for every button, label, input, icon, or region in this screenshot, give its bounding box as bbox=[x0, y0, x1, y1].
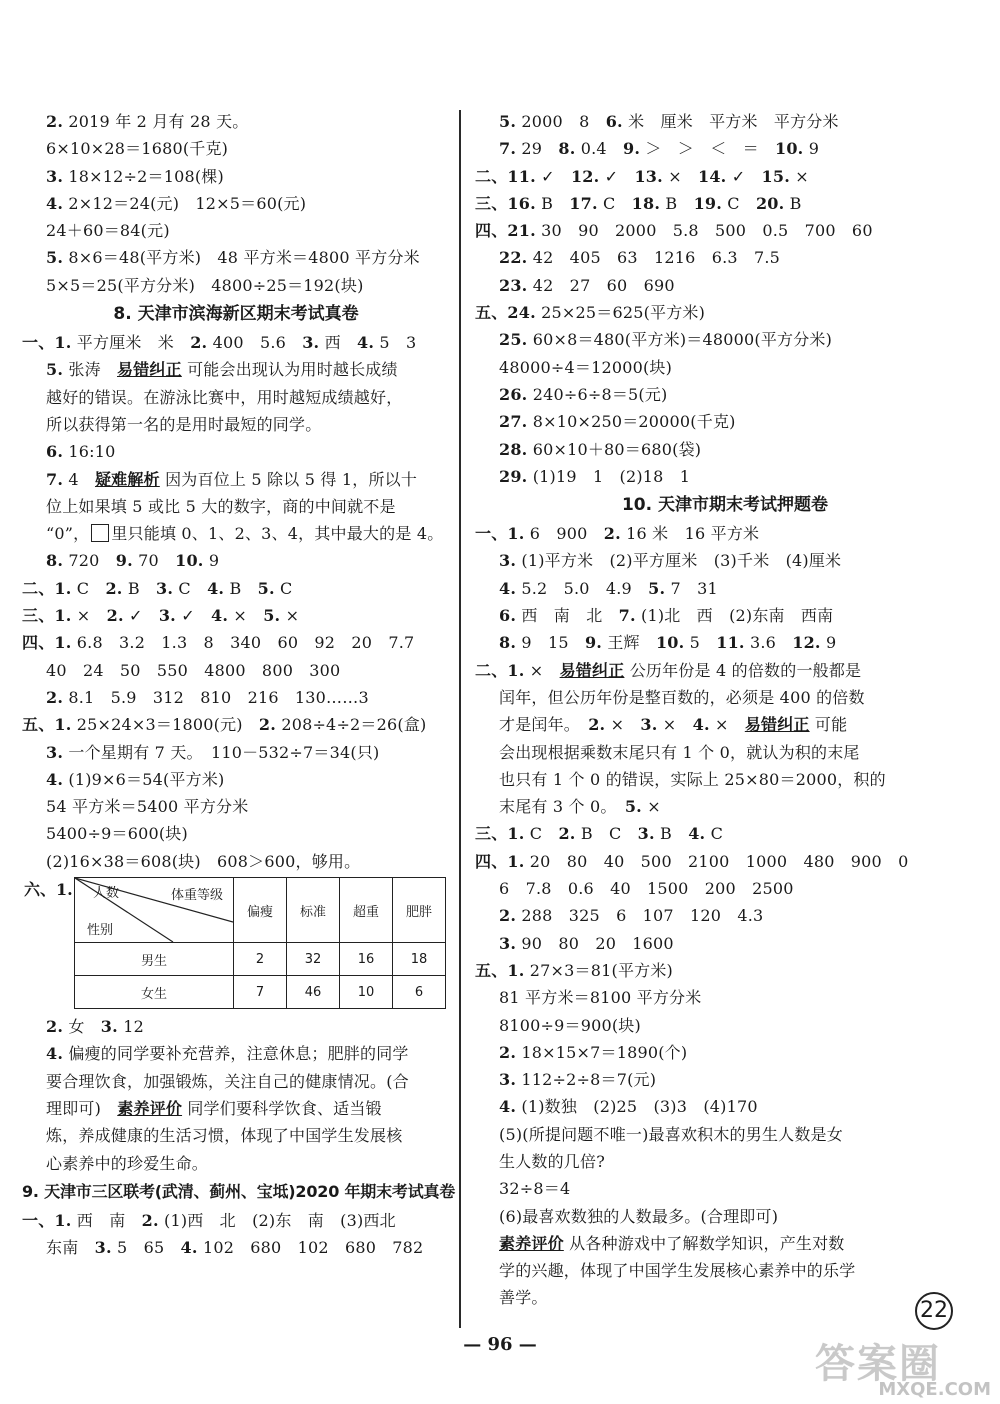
table-row-label: 女生 bbox=[75, 976, 234, 1009]
table-header-diagonal bbox=[75, 878, 234, 943]
line: 五、24. 25×25＝625(平方米) bbox=[475, 303, 706, 323]
header-count: 人数 bbox=[93, 886, 120, 902]
weight-stats-table bbox=[74, 877, 446, 1009]
line: 29. (1)19 1 (2)18 1 bbox=[499, 466, 691, 486]
line: 三、1. × 2. ✓ 3. ✓ 4. × 5. × bbox=[22, 606, 300, 626]
stats-table-block bbox=[22, 875, 450, 1013]
line: 6×10×28＝1680(千克) bbox=[46, 139, 229, 159]
line: 6. 西 南 北 7. (1)北 西 (2)东南 西南 bbox=[499, 606, 834, 626]
line: 32÷8＝4 bbox=[499, 1179, 571, 1199]
table-cell: 16 bbox=[340, 943, 393, 976]
right-column bbox=[475, 108, 975, 1312]
line: 2. 288 325 6 107 120 4.3 bbox=[499, 906, 764, 926]
line: 越好的错误。在游泳比赛中，用时越短成绩越好， bbox=[46, 387, 403, 407]
line: 3. 90 80 20 1600 bbox=[499, 933, 674, 953]
line: 二、1. C 2. B 3. C 4. B 5. C bbox=[22, 578, 293, 598]
page-number: — 96 — bbox=[463, 1334, 537, 1355]
line: 4. 2×12＝24(元) 12×5＝60(元) bbox=[46, 193, 307, 213]
section-title-8: 8. 天津市滨海新区期末考试真卷 bbox=[113, 304, 359, 325]
line: 素养评价 从各种游戏中了解数学知识，产生对数 bbox=[499, 1233, 845, 1253]
table-header-cell: 偏瘦 bbox=[234, 878, 287, 943]
line: 24＋60＝84(元) bbox=[46, 221, 170, 241]
table-row bbox=[75, 976, 446, 1009]
section-title-10: 10. 天津市期末考试押题卷 bbox=[621, 495, 829, 516]
question-label: 六、1. bbox=[24, 880, 73, 900]
table-cell: 7 bbox=[234, 976, 287, 1009]
line: 81 平方米＝8100 平方分米 bbox=[499, 988, 702, 1008]
header-weight-level: 体重等级 bbox=[170, 888, 223, 904]
line: 4. (1)数独 (2)25 (3)3 (4)170 bbox=[499, 1097, 758, 1117]
line: 四、21. 30 90 2000 5.8 500 0.5 700 60 bbox=[475, 221, 873, 241]
line: 8. 720 9. 70 10. 9 bbox=[46, 551, 220, 571]
table-header-cell: 超重 bbox=[340, 878, 393, 943]
line: 一、1. 平方厘米 米 2. 400 5.6 3. 西 4. 5 3 bbox=[22, 333, 417, 353]
line: 27. 8×10×250＝20000(千克) bbox=[499, 412, 736, 432]
line: 28. 60×10＋80＝680(袋) bbox=[499, 439, 702, 459]
line: 5400÷9＝600(块) bbox=[46, 824, 188, 844]
line: 二、11. ✓ 12. ✓ 13. × 14. ✓ 15. × bbox=[475, 166, 809, 186]
line: 2. 2019 年 2 月有 28 天。 bbox=[46, 112, 249, 131]
line: 3. 18×12÷2＝108(棵) bbox=[46, 166, 224, 186]
table-cell: 6 bbox=[393, 976, 446, 1009]
table-row-label: 男生 bbox=[75, 943, 234, 976]
line: 学的兴趣，体现了中国学生发展核心素养中的乐学 bbox=[499, 1261, 856, 1281]
line: 末尾有 3 个 0。 5. × bbox=[499, 797, 661, 817]
error-correction-tag: 易错纠正 bbox=[117, 360, 182, 380]
line: 5. 2000 8 6. 米 厘米 平方米 平方分米 bbox=[499, 112, 839, 131]
watermark-domain: MXQE.COM bbox=[878, 1379, 991, 1400]
table-cell: 18 bbox=[393, 943, 446, 976]
section-title-9: 9. 天津市三区联考(武清、蓟州、宝坻)2020 年期末考试真卷 bbox=[22, 1181, 456, 1201]
table-header-cell: 标准 bbox=[287, 878, 340, 943]
line: 四、1. 20 80 40 500 2100 1000 480 900 0 bbox=[475, 851, 909, 871]
line: 五、1. 25×24×3＝1800(元) 2. 208÷4÷2＝26(盒) bbox=[22, 715, 427, 735]
column-divider bbox=[459, 110, 461, 1328]
line: 2. 8.1 5.9 312 810 216 130……3 bbox=[46, 687, 369, 707]
line: 26. 240÷6÷8＝5(元) bbox=[499, 384, 668, 404]
header-gender: 性别 bbox=[87, 923, 114, 939]
line: 生人数的几倍? bbox=[499, 1151, 605, 1171]
line: 位上如果填 5 或比 5 大的数字，商的中间就不是 bbox=[46, 496, 396, 516]
evaluation-tag: 素养评价 bbox=[117, 1098, 183, 1118]
line: 炼，养成健康的生活习惯，体现了中国学生发展核 bbox=[46, 1126, 403, 1146]
line: 善学。 bbox=[499, 1288, 548, 1308]
line: 心素养中的珍爱生命。 bbox=[46, 1153, 209, 1173]
line: 3. (1)平方米 (2)平方厘米 (3)千米 (4)厘米 bbox=[499, 551, 842, 571]
line: 22. 42 405 63 1216 6.3 7.5 bbox=[499, 248, 780, 268]
line: 6. 16:10 bbox=[46, 442, 116, 462]
table-cell: 32 bbox=[287, 943, 340, 976]
error-correction-tag: 易错纠正 bbox=[744, 715, 810, 735]
line: (2)16×38＝608(块) 608＞600，够用。 bbox=[46, 851, 361, 871]
line: 4. 偏瘦的同学要补充营养，注意休息；肥胖的同学 bbox=[46, 1044, 409, 1064]
line: 8. 9 15 9. 王辉 10. 5 11. 3.6 12. 9 bbox=[499, 633, 837, 653]
line: 一、1. 6 900 2. 16 米 16 平方米 bbox=[475, 524, 760, 544]
line: 也只有 1 个 0 的错误，实际上 25×80＝2000，积的 bbox=[499, 769, 886, 789]
line: 所以获得第一名的是用时最短的同学。 bbox=[46, 414, 322, 434]
line: 三、16. B 17. C 18. B 19. C 20. B bbox=[475, 193, 802, 213]
error-correction-tag: 易错纠正 bbox=[559, 660, 625, 680]
line: 五、1. 27×3＝81(平方米) bbox=[475, 960, 673, 980]
watermark-logo bbox=[815, 1332, 995, 1402]
line: 5. 8×6＝48(平方米) 48 平方米＝4800 平方分米 bbox=[46, 248, 420, 268]
line: (6)最喜欢数独的人数最多。(合理即可) bbox=[499, 1206, 779, 1226]
line: 25. 60×8＝480(平方米)＝48000(平方分米) bbox=[499, 330, 833, 350]
left-column bbox=[22, 108, 456, 1261]
line: 48000÷4＝12000(块) bbox=[499, 357, 673, 377]
analysis-tag: 疑难解析 bbox=[94, 469, 160, 489]
line: 2. 18×15×7＝1890(个) bbox=[499, 1042, 688, 1062]
line: 二、1. × 易错纠正 公历年份是 4 的倍数的一般都是 bbox=[475, 660, 862, 680]
line: 3. 一个星期有 7 天。 110－532÷7＝34(只) bbox=[46, 742, 380, 762]
line: 3. 112÷2÷8＝7(元) bbox=[499, 1070, 657, 1090]
line: 理即可) 素养评价 同学们要科学饮食、适当锻 bbox=[46, 1098, 382, 1118]
table-cell: 2 bbox=[234, 943, 287, 976]
line: 一、1. 西 南 2. (1)西 北 (2)东 南 (3)西北 bbox=[22, 1210, 396, 1230]
line: 40 24 50 550 4800 800 300 bbox=[46, 660, 341, 680]
line: 6 7.8 0.6 40 1500 200 2500 bbox=[499, 879, 794, 899]
table-cell: 10 bbox=[340, 976, 393, 1009]
line: 5. 张涛 易错纠正 可能会出现认为用时越长成绩 bbox=[46, 360, 398, 380]
table-row bbox=[75, 943, 446, 976]
line: 4. 5.2 5.0 4.9 5. 7 31 bbox=[499, 578, 718, 598]
line: 7. 4 疑难解析 因为百位上 5 除以 5 得 1，所以十 bbox=[46, 469, 418, 489]
circled-page-badge: 22 bbox=[915, 1292, 953, 1330]
line: 23. 42 27 60 690 bbox=[499, 275, 675, 295]
line: (5)(所提问题不唯一)最喜欢积木的男生人数是女 bbox=[499, 1124, 843, 1144]
line: 5×5＝25(平方分米) 4800÷25＝192(块) bbox=[46, 275, 364, 295]
line: 54 平方米＝5400 平方分米 bbox=[46, 797, 249, 817]
line: 4. (1)9×6＝54(平方米) bbox=[46, 769, 225, 789]
watermark-text: 答案圈 bbox=[815, 1341, 941, 1387]
line: 才是闰年。 2. × 3. × 4. × 易错纠正 可能 bbox=[499, 715, 848, 735]
evaluation-tag: 素养评价 bbox=[499, 1233, 564, 1253]
line: “0”， 里只能填 0、1、2、3、4，其中最大的是 4。 bbox=[46, 524, 444, 544]
line: 四、1. 6.8 3.2 1.3 8 340 60 92 20 7.7 bbox=[22, 633, 415, 653]
line: 会出现根据乘数末尾只有 1 个 0，就认为积的末尾 bbox=[499, 742, 860, 762]
line: 8100÷9＝900(块) bbox=[499, 1015, 641, 1035]
line: 7. 29 8. 0.4 9. ＞ ＞ ＜ ＝ 10. 9 bbox=[499, 139, 820, 159]
line: 2. 女 3. 12 bbox=[46, 1017, 144, 1037]
table-header-cell: 肥胖 bbox=[393, 878, 446, 943]
blank-box-icon bbox=[91, 524, 109, 542]
line: 三、1. C 2. B C 3. B 4. C bbox=[475, 824, 724, 844]
line: 闰年，但公历年份是整百数的，必须是 400 的倍数 bbox=[499, 687, 865, 707]
line: 东南 3. 5 65 4. 102 680 102 680 782 bbox=[46, 1238, 424, 1258]
line: 要合理饮食，加强锻炼，关注自己的健康情况。(合 bbox=[46, 1071, 409, 1091]
table-cell: 46 bbox=[287, 976, 340, 1009]
